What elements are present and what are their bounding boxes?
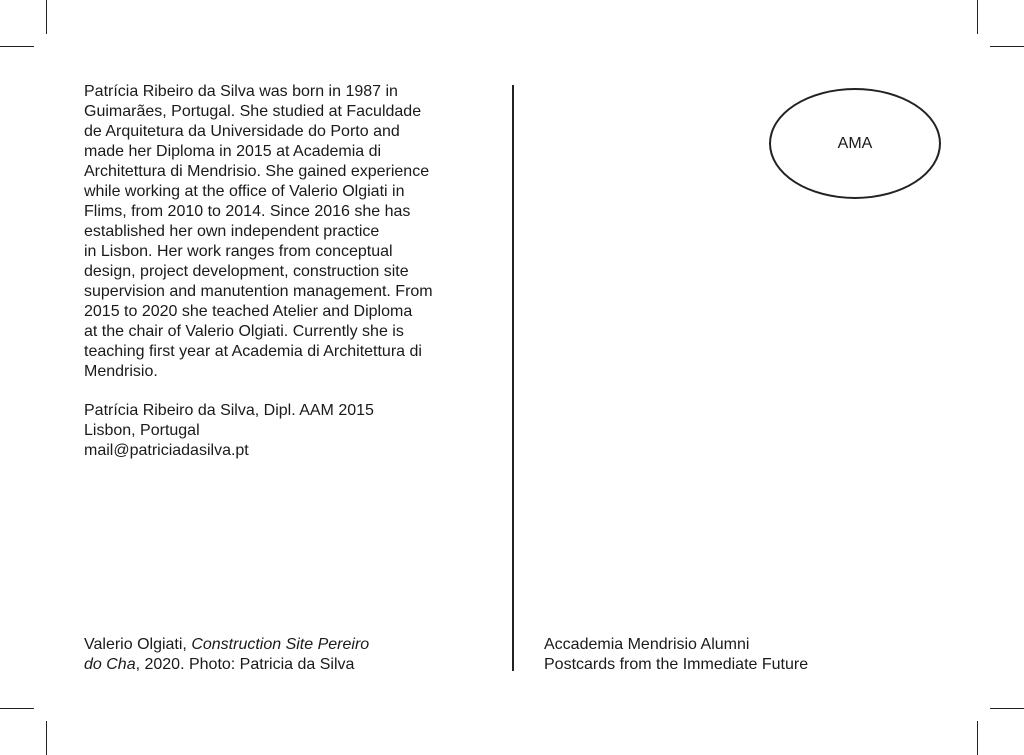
bio-line: in Lisbon. Her work ranges from conceptual bbox=[84, 243, 393, 260]
bio-line: Patrícia Ribeiro da Silva was born in 1987 in bbox=[84, 83, 398, 100]
bio-line: design, project development, construction site bbox=[84, 263, 409, 280]
contact-name: Patrícia Ribeiro da Silva, Dipl. AAM 2015 bbox=[84, 402, 374, 419]
crop-mark-bottom-left bbox=[46, 721, 47, 755]
crop-mark-top-left bbox=[46, 0, 47, 34]
caption-title-part2: do Cha bbox=[84, 656, 136, 673]
contact-block bbox=[84, 401, 374, 461]
bio-line: Mendrisio. bbox=[84, 363, 158, 380]
caption-title-part1: Construction Site Pereiro bbox=[191, 636, 370, 653]
caption-author: Valerio Olgiati, bbox=[84, 636, 192, 653]
crop-mark-top-left-h bbox=[0, 46, 34, 47]
biography-text bbox=[84, 82, 504, 382]
bio-line: Flims, from 2010 to 2014. Since 2016 she has bbox=[84, 203, 411, 220]
crop-mark-bottom-right bbox=[977, 721, 978, 755]
crop-mark-bottom-right-h bbox=[990, 708, 1024, 709]
bio-line: at the chair of Valerio Olgiati. Currently she is bbox=[84, 323, 404, 340]
stamp-oval bbox=[769, 88, 941, 199]
bio-line: established her own independent practice bbox=[84, 223, 380, 240]
crop-mark-bottom-left-h bbox=[0, 708, 34, 709]
bio-line: 2015 to 2020 she teached Atelier and Diploma bbox=[84, 303, 413, 320]
bio-line: supervision and manutention management. From bbox=[84, 283, 433, 300]
contact-location: Lisbon, Portugal bbox=[84, 422, 200, 439]
crop-mark-top-right-h bbox=[990, 46, 1024, 47]
postcard-divider bbox=[512, 85, 514, 671]
caption-rest: , 2020. Photo: Patricia da Silva bbox=[135, 656, 355, 673]
publisher-block bbox=[544, 635, 808, 675]
bio-line: Guimarães, Portugal. She studied at Faculdade bbox=[84, 103, 422, 120]
bio-line: while working at the office of Valerio Olgiati in bbox=[84, 183, 405, 200]
crop-mark-top-right bbox=[977, 0, 978, 34]
publisher-name: Accademia Mendrisio Alumni bbox=[544, 636, 750, 653]
photo-caption bbox=[84, 635, 369, 675]
publisher-series: Postcards from the Immediate Future bbox=[544, 656, 809, 673]
bio-line: de Arquitetura da Universidade do Porto and bbox=[84, 123, 400, 140]
bio-line: made her Diploma in 2015 at Academia di bbox=[84, 143, 382, 160]
bio-line: teaching first year at Academia di Architettura di bbox=[84, 343, 422, 360]
contact-email-link[interactable]: mail@patriciadasilva.pt bbox=[84, 442, 249, 459]
bio-line: Architettura di Mendrisio. She gained experience bbox=[84, 163, 430, 180]
stamp-label: AMA bbox=[837, 134, 873, 152]
